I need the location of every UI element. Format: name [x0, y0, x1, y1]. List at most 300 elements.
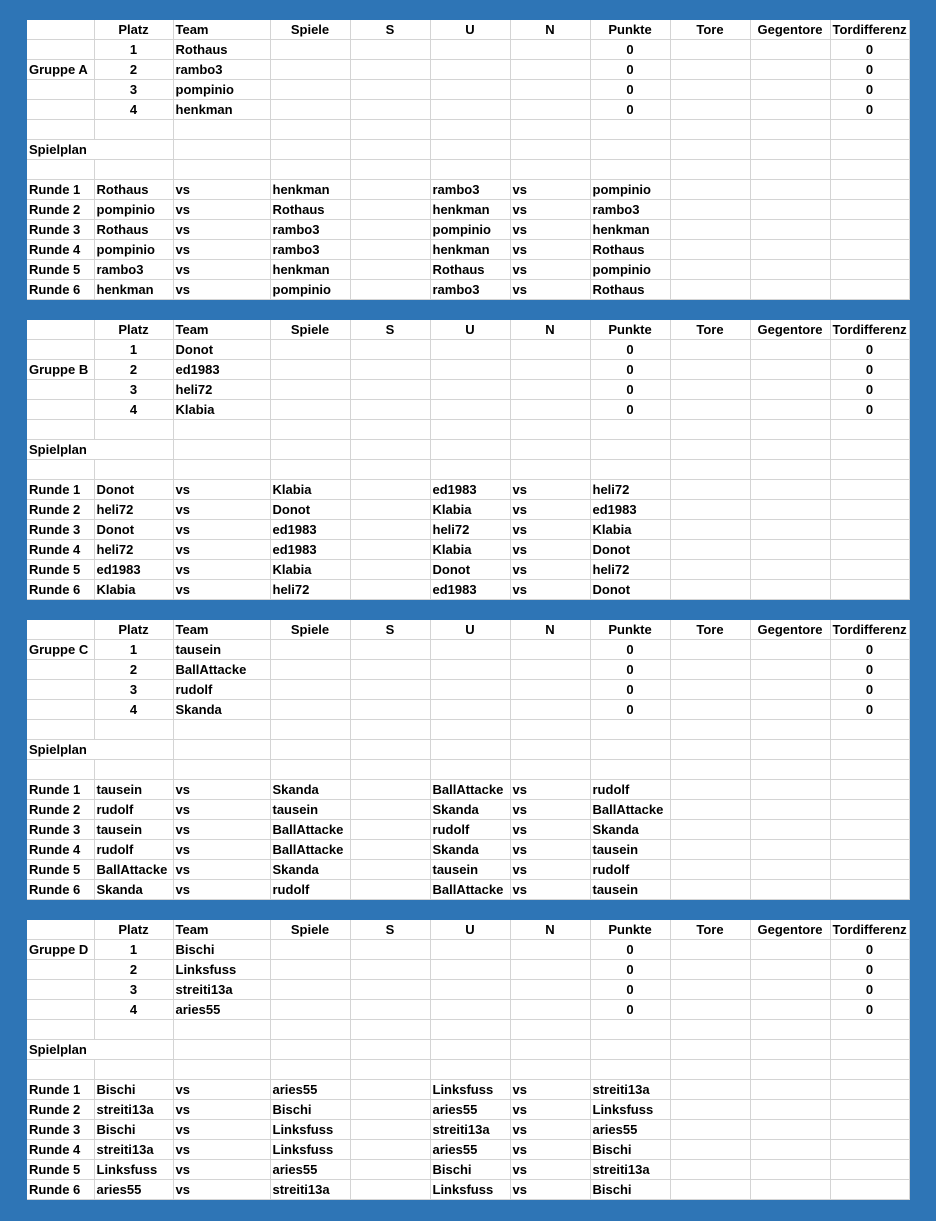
home-team-2[interactable]: rudolf — [430, 820, 510, 840]
grid-cell[interactable] — [350, 560, 430, 580]
grid-cell[interactable] — [94, 1020, 173, 1040]
grid-cell[interactable] — [750, 380, 830, 400]
grid-cell[interactable] — [750, 980, 830, 1000]
away-team-2[interactable]: rambo3 — [590, 200, 670, 220]
grid-cell[interactable] — [270, 160, 350, 180]
round-label[interactable]: Runde 1 — [27, 480, 94, 500]
vs-label[interactable]: vs — [510, 1080, 590, 1100]
away-team-2[interactable]: Rothaus — [590, 240, 670, 260]
grid-cell[interactable] — [670, 420, 750, 440]
vs-label[interactable]: vs — [173, 840, 270, 860]
grid-cell[interactable] — [670, 1160, 750, 1180]
grid-cell[interactable] — [27, 460, 94, 480]
grid-cell[interactable] — [670, 200, 750, 220]
grid-cell[interactable] — [670, 520, 750, 540]
grid-cell[interactable] — [750, 700, 830, 720]
grid-cell[interactable] — [270, 360, 350, 380]
away-team-2[interactable]: BallAttacke — [590, 800, 670, 820]
header-u[interactable]: U — [430, 320, 510, 340]
grid-cell[interactable] — [670, 180, 750, 200]
grid-cell[interactable] — [830, 780, 909, 800]
platz-cell[interactable]: 1 — [94, 640, 173, 660]
grid-cell[interactable] — [173, 760, 270, 780]
grid-cell[interactable] — [350, 680, 430, 700]
round-label[interactable]: Runde 1 — [27, 180, 94, 200]
grid-cell[interactable] — [430, 160, 510, 180]
grid-cell[interactable] — [590, 420, 670, 440]
spielplan-label[interactable]: Spielplan — [27, 740, 173, 760]
grid-cell[interactable] — [750, 560, 830, 580]
grid-cell[interactable] — [27, 920, 94, 940]
grid-cell[interactable] — [670, 1040, 750, 1060]
header-u[interactable]: U — [430, 20, 510, 40]
grid-cell[interactable] — [590, 760, 670, 780]
spielplan-label[interactable]: Spielplan — [27, 1040, 173, 1060]
vs-label[interactable]: vs — [510, 800, 590, 820]
grid-cell[interactable] — [670, 1080, 750, 1100]
vs-label[interactable]: vs — [173, 880, 270, 900]
away-team-1[interactable]: aries55 — [270, 1160, 350, 1180]
grid-cell[interactable] — [270, 1020, 350, 1040]
team-cell[interactable]: rambo3 — [173, 60, 270, 80]
grid-cell[interactable] — [670, 1060, 750, 1080]
home-team-2[interactable]: henkman — [430, 200, 510, 220]
header-tordifferenz[interactable]: Tordifferenz — [830, 920, 909, 940]
grid-cell[interactable] — [270, 660, 350, 680]
tordifferenz-cell[interactable]: 0 — [830, 40, 909, 60]
tordifferenz-cell[interactable]: 0 — [830, 340, 909, 360]
grid-cell[interactable] — [830, 520, 909, 540]
grid-cell[interactable] — [270, 460, 350, 480]
vs-label[interactable]: vs — [173, 580, 270, 600]
grid-cell[interactable] — [750, 500, 830, 520]
grid-cell[interactable] — [510, 1020, 590, 1040]
away-team-2[interactable]: Bischi — [590, 1180, 670, 1200]
home-team-2[interactable]: Klabia — [430, 500, 510, 520]
grid-cell[interactable] — [670, 980, 750, 1000]
grid-cell[interactable] — [750, 740, 830, 760]
team-cell[interactable]: rudolf — [173, 680, 270, 700]
vs-label[interactable]: vs — [510, 280, 590, 300]
grid-cell[interactable] — [830, 140, 909, 160]
grid-cell[interactable] — [750, 820, 830, 840]
round-label[interactable]: Runde 2 — [27, 200, 94, 220]
punkte-cell[interactable]: 0 — [590, 80, 670, 100]
grid-cell[interactable] — [830, 1140, 909, 1160]
round-label[interactable]: Runde 1 — [27, 780, 94, 800]
vs-label[interactable]: vs — [173, 860, 270, 880]
grid-cell[interactable] — [430, 1060, 510, 1080]
tordifferenz-cell[interactable]: 0 — [830, 60, 909, 80]
grid-cell[interactable] — [670, 460, 750, 480]
grid-cell[interactable] — [590, 1060, 670, 1080]
grid-cell[interactable] — [430, 380, 510, 400]
grid-cell[interactable] — [830, 480, 909, 500]
round-label[interactable]: Runde 3 — [27, 220, 94, 240]
header-n[interactable]: N — [510, 920, 590, 940]
grid-cell[interactable] — [270, 420, 350, 440]
home-team-2[interactable]: Rothaus — [430, 260, 510, 280]
grid-cell[interactable] — [670, 440, 750, 460]
vs-label[interactable]: vs — [173, 1160, 270, 1180]
away-team-2[interactable]: streiti13a — [590, 1160, 670, 1180]
grid-cell[interactable] — [750, 540, 830, 560]
home-team-1[interactable]: streiti13a — [94, 1100, 173, 1120]
grid-cell[interactable] — [670, 60, 750, 80]
grid-cell[interactable] — [430, 100, 510, 120]
grid-cell[interactable] — [350, 440, 430, 460]
spielplan-label[interactable]: Spielplan — [27, 440, 173, 460]
grid-cell[interactable] — [350, 220, 430, 240]
home-team-2[interactable]: BallAttacke — [430, 880, 510, 900]
platz-cell[interactable]: 2 — [94, 960, 173, 980]
grid-cell[interactable] — [270, 440, 350, 460]
punkte-cell[interactable]: 0 — [590, 940, 670, 960]
grid-cell[interactable] — [27, 620, 94, 640]
grid-cell[interactable] — [350, 960, 430, 980]
grid-cell[interactable] — [510, 1060, 590, 1080]
grid-cell[interactable] — [670, 840, 750, 860]
header-punkte[interactable]: Punkte — [590, 920, 670, 940]
grid-cell[interactable] — [750, 180, 830, 200]
header-tordifferenz[interactable]: Tordifferenz — [830, 620, 909, 640]
grid-cell[interactable] — [350, 260, 430, 280]
header-spiele[interactable]: Spiele — [270, 620, 350, 640]
punkte-cell[interactable]: 0 — [590, 360, 670, 380]
vs-label[interactable]: vs — [173, 520, 270, 540]
tordifferenz-cell[interactable]: 0 — [830, 700, 909, 720]
home-team-2[interactable]: heli72 — [430, 520, 510, 540]
grid-cell[interactable] — [750, 720, 830, 740]
grid-cell[interactable] — [350, 160, 430, 180]
round-label[interactable]: Runde 6 — [27, 880, 94, 900]
grid-cell[interactable] — [830, 1060, 909, 1080]
home-team-1[interactable]: rambo3 — [94, 260, 173, 280]
vs-label[interactable]: vs — [173, 780, 270, 800]
team-cell[interactable]: Skanda — [173, 700, 270, 720]
home-team-1[interactable]: ed1983 — [94, 560, 173, 580]
grid-cell[interactable] — [510, 60, 590, 80]
round-label[interactable]: Runde 4 — [27, 240, 94, 260]
grid-cell[interactable] — [27, 100, 94, 120]
grid-cell[interactable] — [830, 1040, 909, 1060]
grid-cell[interactable] — [590, 140, 670, 160]
grid-cell[interactable] — [27, 80, 94, 100]
header-s[interactable]: S — [350, 620, 430, 640]
away-team-2[interactable]: Klabia — [590, 520, 670, 540]
round-label[interactable]: Runde 5 — [27, 1160, 94, 1180]
header-spiele[interactable]: Spiele — [270, 20, 350, 40]
grid-cell[interactable] — [830, 880, 909, 900]
grid-cell[interactable] — [750, 120, 830, 140]
grid-cell[interactable] — [830, 760, 909, 780]
grid-cell[interactable] — [830, 1020, 909, 1040]
grid-cell[interactable] — [670, 120, 750, 140]
grid-cell[interactable] — [830, 260, 909, 280]
team-cell[interactable]: aries55 — [173, 1000, 270, 1020]
vs-label[interactable]: vs — [173, 820, 270, 840]
header-tore[interactable]: Tore — [670, 920, 750, 940]
grid-cell[interactable] — [510, 700, 590, 720]
grid-cell[interactable] — [670, 220, 750, 240]
platz-cell[interactable]: 3 — [94, 80, 173, 100]
away-team-1[interactable]: BallAttacke — [270, 840, 350, 860]
header-gegentore[interactable]: Gegentore — [750, 620, 830, 640]
team-cell[interactable]: tausein — [173, 640, 270, 660]
grid-cell[interactable] — [670, 240, 750, 260]
home-team-1[interactable]: Donot — [94, 480, 173, 500]
grid-cell[interactable] — [750, 1060, 830, 1080]
grid-cell[interactable] — [670, 680, 750, 700]
team-cell[interactable]: henkman — [173, 100, 270, 120]
header-u[interactable]: U — [430, 620, 510, 640]
platz-cell[interactable]: 1 — [94, 940, 173, 960]
grid-cell[interactable] — [350, 860, 430, 880]
home-team-1[interactable]: Rothaus — [94, 220, 173, 240]
header-team[interactable]: Team — [173, 620, 270, 640]
grid-cell[interactable] — [430, 120, 510, 140]
vs-label[interactable]: vs — [173, 180, 270, 200]
vs-label[interactable]: vs — [510, 1160, 590, 1180]
header-platz[interactable]: Platz — [94, 320, 173, 340]
vs-label[interactable]: vs — [510, 500, 590, 520]
grid-cell[interactable] — [830, 440, 909, 460]
round-label[interactable]: Runde 5 — [27, 560, 94, 580]
round-label[interactable]: Runde 4 — [27, 1140, 94, 1160]
platz-cell[interactable]: 2 — [94, 60, 173, 80]
grid-cell[interactable] — [830, 560, 909, 580]
grid-cell[interactable] — [270, 1040, 350, 1060]
round-label[interactable]: Runde 4 — [27, 840, 94, 860]
grid-cell[interactable] — [94, 760, 173, 780]
grid-cell[interactable] — [350, 180, 430, 200]
grid-cell[interactable] — [27, 980, 94, 1000]
grid-cell[interactable] — [670, 100, 750, 120]
away-team-1[interactable]: ed1983 — [270, 540, 350, 560]
grid-cell[interactable] — [830, 540, 909, 560]
grid-cell[interactable] — [670, 660, 750, 680]
header-n[interactable]: N — [510, 20, 590, 40]
grid-cell[interactable] — [750, 200, 830, 220]
team-cell[interactable]: ed1983 — [173, 360, 270, 380]
grid-cell[interactable] — [430, 40, 510, 60]
grid-cell[interactable] — [350, 420, 430, 440]
grid-cell[interactable] — [830, 220, 909, 240]
grid-cell[interactable] — [270, 960, 350, 980]
home-team-1[interactable]: pompinio — [94, 200, 173, 220]
grid-cell[interactable] — [350, 540, 430, 560]
home-team-2[interactable]: tausein — [430, 860, 510, 880]
tordifferenz-cell[interactable]: 0 — [830, 640, 909, 660]
grid-cell[interactable] — [670, 740, 750, 760]
team-cell[interactable]: Linksfuss — [173, 960, 270, 980]
grid-cell[interactable] — [350, 140, 430, 160]
grid-cell[interactable] — [590, 460, 670, 480]
vs-label[interactable]: vs — [510, 480, 590, 500]
header-s[interactable]: S — [350, 20, 430, 40]
tordifferenz-cell[interactable]: 0 — [830, 960, 909, 980]
grid-cell[interactable] — [350, 700, 430, 720]
grid-cell[interactable] — [510, 360, 590, 380]
vs-label[interactable]: vs — [510, 1120, 590, 1140]
grid-cell[interactable] — [350, 580, 430, 600]
platz-cell[interactable]: 4 — [94, 100, 173, 120]
punkte-cell[interactable]: 0 — [590, 1000, 670, 1020]
grid-cell[interactable] — [430, 700, 510, 720]
grid-cell[interactable] — [270, 740, 350, 760]
grid-cell[interactable] — [670, 720, 750, 740]
header-s[interactable]: S — [350, 320, 430, 340]
grid-cell[interactable] — [670, 140, 750, 160]
away-team-2[interactable]: tausein — [590, 840, 670, 860]
away-team-1[interactable]: streiti13a — [270, 1180, 350, 1200]
vs-label[interactable]: vs — [510, 220, 590, 240]
grid-cell[interactable] — [830, 820, 909, 840]
grid-cell[interactable] — [510, 340, 590, 360]
vs-label[interactable]: vs — [510, 260, 590, 280]
grid-cell[interactable] — [750, 280, 830, 300]
grid-cell[interactable] — [510, 40, 590, 60]
away-team-1[interactable]: Skanda — [270, 860, 350, 880]
grid-cell[interactable] — [750, 880, 830, 900]
grid-cell[interactable] — [350, 100, 430, 120]
grid-cell[interactable] — [173, 1020, 270, 1040]
away-team-2[interactable]: pompinio — [590, 260, 670, 280]
punkte-cell[interactable]: 0 — [590, 400, 670, 420]
grid-cell[interactable] — [670, 860, 750, 880]
home-team-1[interactable]: rudolf — [94, 840, 173, 860]
grid-cell[interactable] — [830, 580, 909, 600]
grid-cell[interactable] — [830, 1100, 909, 1120]
away-team-1[interactable]: henkman — [270, 180, 350, 200]
grid-cell[interactable] — [27, 720, 94, 740]
grid-cell[interactable] — [350, 880, 430, 900]
grid-cell[interactable] — [830, 460, 909, 480]
away-team-2[interactable]: heli72 — [590, 560, 670, 580]
vs-label[interactable]: vs — [510, 860, 590, 880]
punkte-cell[interactable]: 0 — [590, 100, 670, 120]
grid-cell[interactable] — [750, 760, 830, 780]
vs-label[interactable]: vs — [173, 800, 270, 820]
grid-cell[interactable] — [510, 720, 590, 740]
home-team-1[interactable]: heli72 — [94, 500, 173, 520]
grid-cell[interactable] — [670, 80, 750, 100]
grid-cell[interactable] — [350, 460, 430, 480]
grid-cell[interactable] — [750, 220, 830, 240]
header-punkte[interactable]: Punkte — [590, 20, 670, 40]
away-team-1[interactable]: pompinio — [270, 280, 350, 300]
round-label[interactable]: Runde 2 — [27, 1100, 94, 1120]
tordifferenz-cell[interactable]: 0 — [830, 400, 909, 420]
grid-cell[interactable] — [94, 1060, 173, 1080]
grid-cell[interactable] — [750, 520, 830, 540]
platz-cell[interactable]: 1 — [94, 340, 173, 360]
grid-cell[interactable] — [173, 160, 270, 180]
grid-cell[interactable] — [750, 1140, 830, 1160]
away-team-1[interactable]: tausein — [270, 800, 350, 820]
home-team-1[interactable]: Skanda — [94, 880, 173, 900]
grid-cell[interactable] — [670, 1100, 750, 1120]
grid-cell[interactable] — [590, 440, 670, 460]
grid-cell[interactable] — [350, 980, 430, 1000]
grid-cell[interactable] — [830, 1080, 909, 1100]
grid-cell[interactable] — [270, 100, 350, 120]
header-platz[interactable]: Platz — [94, 620, 173, 640]
grid-cell[interactable] — [350, 1060, 430, 1080]
grid-cell[interactable] — [430, 940, 510, 960]
grid-cell[interactable] — [750, 780, 830, 800]
grid-cell[interactable] — [670, 800, 750, 820]
grid-cell[interactable] — [750, 680, 830, 700]
vs-label[interactable]: vs — [173, 220, 270, 240]
grid-cell[interactable] — [350, 200, 430, 220]
grid-cell[interactable] — [670, 560, 750, 580]
grid-cell[interactable] — [430, 640, 510, 660]
grid-cell[interactable] — [173, 720, 270, 740]
away-team-2[interactable]: Donot — [590, 540, 670, 560]
grid-cell[interactable] — [670, 1000, 750, 1020]
grid-cell[interactable] — [830, 860, 909, 880]
grid-cell[interactable] — [27, 1000, 94, 1020]
home-team-2[interactable]: Linksfuss — [430, 1180, 510, 1200]
grid-cell[interactable] — [670, 280, 750, 300]
grid-cell[interactable] — [510, 1000, 590, 1020]
grid-cell[interactable] — [350, 280, 430, 300]
punkte-cell[interactable]: 0 — [590, 60, 670, 80]
grid-cell[interactable] — [430, 680, 510, 700]
grid-cell[interactable] — [350, 480, 430, 500]
vs-label[interactable]: vs — [510, 180, 590, 200]
grid-cell[interactable] — [670, 340, 750, 360]
grid-cell[interactable] — [94, 720, 173, 740]
grid-cell[interactable] — [350, 720, 430, 740]
away-team-1[interactable]: rambo3 — [270, 220, 350, 240]
tordifferenz-cell[interactable]: 0 — [830, 980, 909, 1000]
grid-cell[interactable] — [750, 1100, 830, 1120]
round-label[interactable]: Runde 4 — [27, 540, 94, 560]
header-team[interactable]: Team — [173, 320, 270, 340]
grid-cell[interactable] — [750, 1020, 830, 1040]
platz-cell[interactable]: 3 — [94, 680, 173, 700]
grid-cell[interactable] — [750, 400, 830, 420]
grid-cell[interactable] — [27, 380, 94, 400]
home-team-2[interactable]: henkman — [430, 240, 510, 260]
grid-cell[interactable] — [510, 640, 590, 660]
grid-cell[interactable] — [173, 1060, 270, 1080]
grid-cell[interactable] — [270, 760, 350, 780]
header-tore[interactable]: Tore — [670, 620, 750, 640]
home-team-2[interactable]: Klabia — [430, 540, 510, 560]
grid-cell[interactable] — [750, 660, 830, 680]
grid-cell[interactable] — [430, 1040, 510, 1060]
grid-cell[interactable] — [670, 1140, 750, 1160]
home-team-2[interactable]: ed1983 — [430, 580, 510, 600]
vs-label[interactable]: vs — [173, 500, 270, 520]
grid-cell[interactable] — [750, 240, 830, 260]
round-label[interactable]: Runde 1 — [27, 1080, 94, 1100]
grid-cell[interactable] — [670, 880, 750, 900]
vs-label[interactable]: vs — [173, 200, 270, 220]
grid-cell[interactable] — [510, 140, 590, 160]
grid-cell[interactable] — [670, 960, 750, 980]
grid-cell[interactable] — [430, 760, 510, 780]
away-team-2[interactable]: rudolf — [590, 780, 670, 800]
grid-cell[interactable] — [750, 940, 830, 960]
home-team-2[interactable]: rambo3 — [430, 280, 510, 300]
platz-cell[interactable]: 4 — [94, 400, 173, 420]
grid-cell[interactable] — [173, 460, 270, 480]
grid-cell[interactable] — [430, 960, 510, 980]
